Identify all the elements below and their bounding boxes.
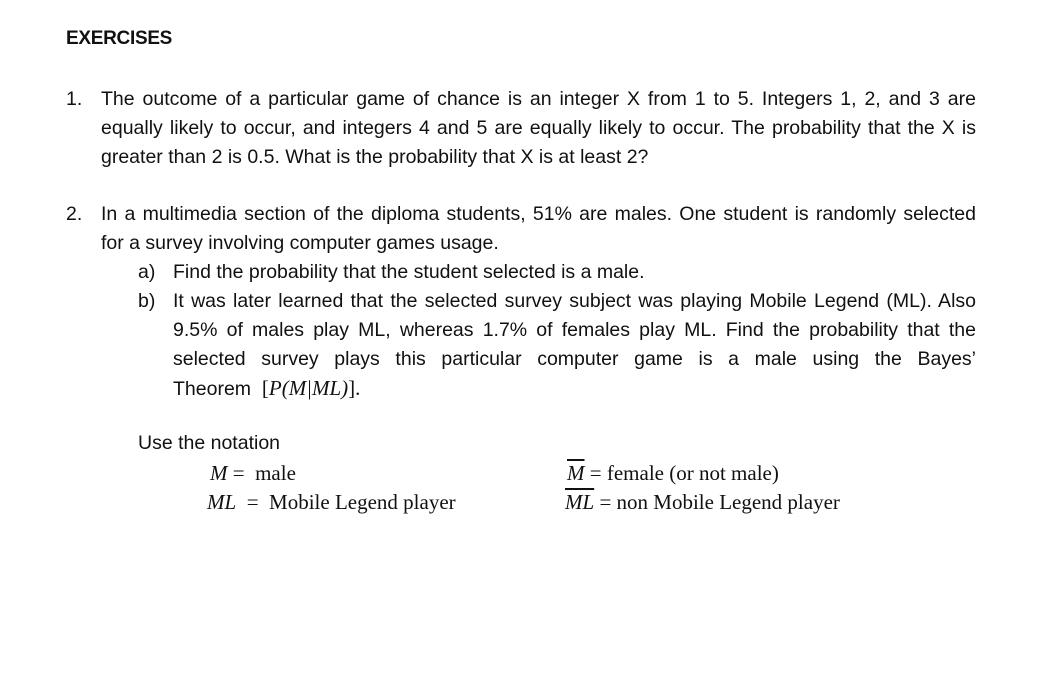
symbol-ml-bar: $\overline{ML}$ [565,490,595,514]
notation-male [210,461,296,486]
exercise-2a-text: Find the probability that the student selected is a male. [173,261,645,283]
notation-label: Use the notation [138,432,281,454]
exercise-2b-body: It was later learned that the selected survey subject was playing Mobile Legend (ML). Also 9.5% of males play ML, whereas 1.7% of females play ML. Find the probability that the selected survey plays this particular computer game is a male using the Bayes’ Theorem [173,290,976,400]
bayes-formula [262,376,361,400]
exercise-2 [66,200,976,404]
exercise-2-text: In a multimedia section of the diploma students, 51% are males. One student is randomly selected for a survey involving computer games usage. [101,203,976,254]
exercise-2b [138,287,976,404]
exercise-1 [66,85,976,172]
notation-ml [207,490,456,515]
symbol-m-bar: $\overline{M}$ [567,461,585,485]
exercise-2b-text [173,287,976,404]
formula-close: ]. [348,376,361,400]
formula-inner: (M|ML) [281,376,349,400]
exercise-2b-label: b) [138,290,156,312]
formula-open: [ [261,376,269,400]
notation-non-ml [565,490,840,515]
section-heading: EXERCISES [66,28,173,49]
definition-non-ml: non Mobile Legend player [616,490,840,514]
formula-p: P [268,376,282,400]
definition-female: female (or not male) [606,461,779,485]
equals-sign: = [241,490,264,514]
symbol-ml: ML [207,490,237,514]
notation-female [567,461,779,486]
equals-sign: = [227,461,250,485]
exercise-1-text: The outcome of a particular game of chance is an integer X from 1 to 5. Integers 1, 2, and 3 are equally likely to occur, and integers 4 and 5 are equally likely to occur. The probability that the X is greater than 2 is 0.5. What is the probability that X is at least 2? [101,88,976,168]
exercise-1-number: 1. [66,88,83,110]
equals-sign: = [584,461,607,485]
definition-ml: Mobile Legend player [269,490,456,514]
exercise-2-number: 2. [66,203,83,225]
exercise-2a [138,258,976,287]
equals-sign: = [594,490,617,514]
exercise-2a-label: a) [138,261,156,283]
definition-male: male [255,461,296,485]
symbol-m: M [210,461,228,485]
